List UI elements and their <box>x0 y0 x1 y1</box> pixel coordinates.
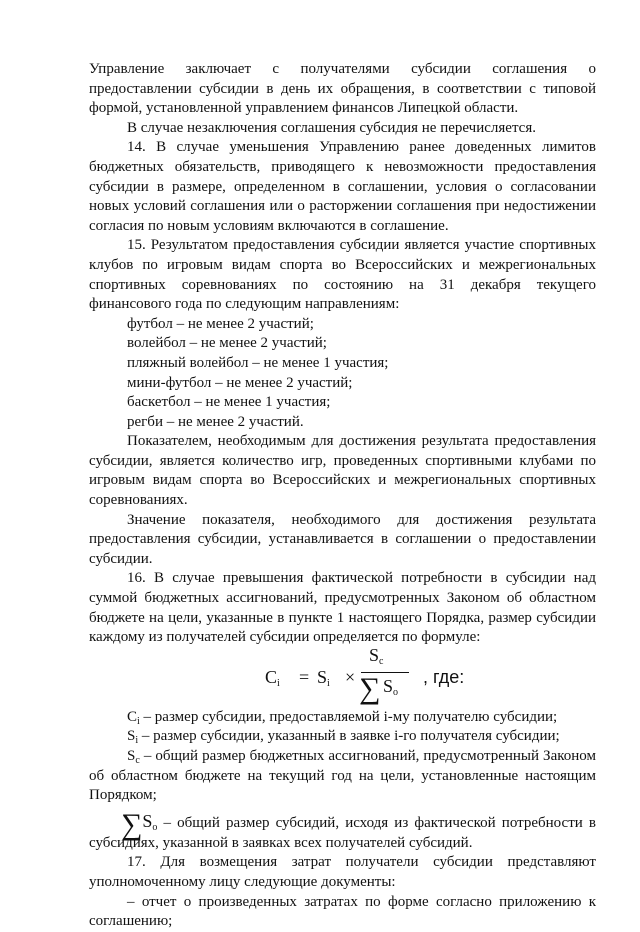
definition-ci: $C_i$ – размер субсидии, предоставляемой i-му получателю субсидии; <box>127 708 558 727</box>
paragraph-16: 16. В случае превышения фактической потребности в субсидии над суммой бюджетных ассигнований, предусмотренных Законом об областном бюджете на цели, указанные в пункте 1 настоящего Порядка, размер субсидии каждому из получателей субсидии определяется по формуле: <box>89 570 596 646</box>
paragraph-17: 17. Для возмещения затрат получатели субсидии представляют уполномоченному лицу следующие документы: <box>89 854 596 890</box>
formula-lhs: $C_i$ <box>265 666 280 689</box>
sum-symbol: ∑ <box>121 807 143 841</box>
definition-sc: $S_c$ – общий размер бюджетных ассигнований, предусмотренный Законом об областном бюджете на текущий год на цели, установленные настоящим Порядком; <box>89 748 596 804</box>
subsidy-formula <box>89 644 596 708</box>
sum-symbol: ∑ <box>359 671 381 705</box>
paragraph: – отчет о произведенных затратах по форме согласно приложению к соглашению; <box>89 893 596 930</box>
list-item: пляжный волейбол – не менее 1 участия; <box>127 354 389 371</box>
document-body <box>89 60 596 932</box>
list-item: футбол – не менее 2 участий; <box>127 315 314 332</box>
list-item: мини-футбол – не менее 2 участий; <box>127 374 353 391</box>
formula-times: × <box>345 666 356 687</box>
formula-equals: = <box>299 666 310 687</box>
paragraph-14: 14. В случае уменьшения Управлению ранее доведенных лимитов бюджетных обязательств, приводящего к невозможности предоставления субсидии в размере, определенном в соглашении, условия о согласовании новых условий соглашения или о расторжении соглашения при недостижении согласия по новым условиям включаются в соглашение. <box>89 139 596 234</box>
list-item: волейбол – не менее 2 участий; <box>127 335 327 352</box>
formula-tail: , где: <box>423 666 465 687</box>
paragraph: Значение показателя, необходимого для достижения результата предоставления субсидии, устанавливается в соглашении о предоставлении субсидии. <box>89 511 596 567</box>
list-item: баскетбол – не менее 1 участия; <box>127 394 331 411</box>
definition-so: $\sum S_o$ – общий размер субсидий, исходя из фактической потребности в субсидиях, указанной в заявках всех получателей субсидий. <box>89 807 596 851</box>
paragraph: В случае незаключения соглашения субсидия не перечисляется. <box>127 119 536 136</box>
formula-si: $S_i$ <box>317 666 330 689</box>
paragraph: Управление заключает с получателями субсидии соглашения о предоставлении субсидии в день их обращения, в соответствии с типовой формой, установленной управлением финансов Липецкой области. <box>89 61 596 117</box>
list-item: регби – не менее 2 участий. <box>127 413 304 430</box>
definition-si: $S_i$ – размер субсидии, указанный в заявке i-го получателя субсидии; <box>127 728 560 747</box>
paragraph-15: 15. Результатом предоставления субсидии является участие спортивных клубов по игровым видам спорта во Всероссийских и межрегиональных спортивных соревнованиях по состоянию на 31 декабря текущего финансового года по следующим направлениям: <box>89 237 596 313</box>
paragraph: Показателем, необходимым для достижения результата предоставления субсидии, является количество игр, проведенных спортивными клубами по игровым видам спорта во Всероссийских и межрегиональных спортивных соревнованиях. <box>89 433 596 509</box>
formula-numerator: $S_c$ <box>369 644 384 667</box>
formula-denominator: $S_o$ <box>383 675 399 698</box>
